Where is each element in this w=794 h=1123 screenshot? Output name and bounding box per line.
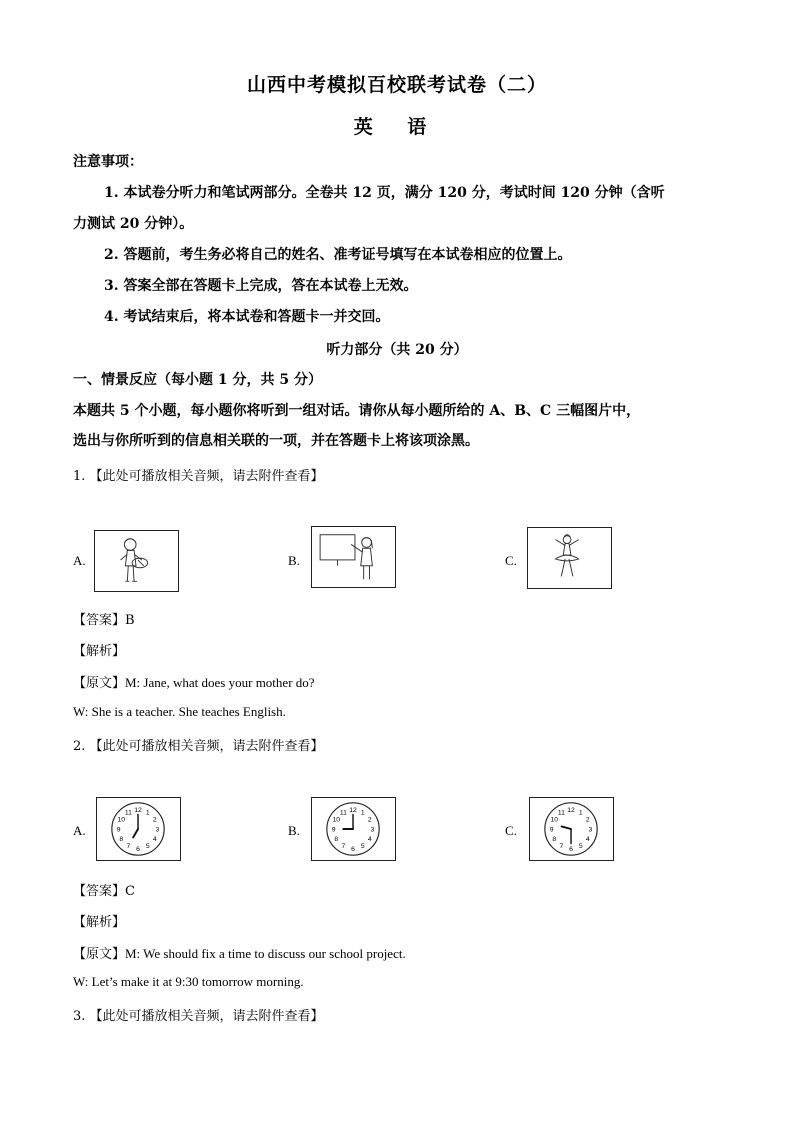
q1-option-a-label: A. bbox=[73, 553, 86, 568]
clock-numeral: 7 bbox=[126, 843, 131, 851]
section-1-title: 一、情景反应（每小题 1 分，共 5 分） bbox=[73, 372, 322, 388]
clock-numeral: 11 bbox=[124, 809, 132, 817]
q1-transcript-line-2: W: She is a teacher. She teaches English. bbox=[73, 704, 286, 719]
clock-numeral: 2 bbox=[152, 816, 157, 824]
notes-item-4: 4. 考试结束后，将本试卷和答题卡一并交回。 bbox=[104, 309, 390, 325]
q2-analysis: 【解析】 bbox=[73, 915, 126, 930]
clock-numeral: 12 bbox=[134, 807, 142, 815]
q1-transcript-line-1: 【原文】M: Jane, what does your mother do? bbox=[73, 675, 315, 690]
pianist-girl-icon bbox=[95, 531, 178, 591]
exam-subject: 英 语 bbox=[353, 116, 441, 138]
ballet-dancer-image bbox=[527, 527, 612, 589]
clock-numeral: 4 bbox=[585, 836, 590, 844]
teacher-at-blackboard-image bbox=[311, 526, 396, 588]
notes-item-3: 3. 答案全部在答题卡上完成，答在本试卷上无效。 bbox=[104, 278, 418, 294]
q1-option-c-label: C. bbox=[505, 553, 517, 568]
clock-9-icon bbox=[312, 798, 395, 860]
q1-analysis: 【解析】 bbox=[73, 644, 126, 659]
clock-numeral: 10 bbox=[117, 816, 126, 824]
clock-numeral: 8 bbox=[334, 836, 339, 844]
clock-numeral: 1 bbox=[360, 809, 365, 817]
clock-930-icon bbox=[530, 798, 613, 860]
clock-numeral: 3 bbox=[370, 826, 375, 834]
q2-transcript-line-2: W: Let’s make it at 9:30 tomorrow morning. bbox=[73, 974, 304, 989]
teacher-blackboard-icon bbox=[312, 527, 395, 587]
clock-numeral: 5 bbox=[578, 843, 583, 851]
clock-numeral: 5 bbox=[360, 843, 365, 851]
q1-answer: 【答案】B bbox=[73, 613, 135, 628]
clock-numeral: 10 bbox=[550, 816, 559, 824]
clock-7-icon bbox=[97, 798, 180, 860]
clock-numeral: 12 bbox=[567, 807, 575, 815]
q2-transcript-line-1: 【原文】M: We should fix a time to discuss our school project. bbox=[73, 946, 406, 961]
clock-numeral: 1 bbox=[145, 809, 150, 817]
ballet-dancer-icon bbox=[528, 528, 611, 588]
question-2-label[interactable]: 2. 【此处可播放相关音频，请去附件查看】 bbox=[73, 739, 324, 754]
question-1-label[interactable]: 1. 【此处可播放相关音频，请去附件查看】 bbox=[73, 469, 324, 484]
clock-930-image bbox=[529, 797, 614, 861]
clock-numeral: 9 bbox=[549, 826, 554, 834]
clock-numeral: 8 bbox=[552, 836, 557, 844]
notes-heading: 注意事项： bbox=[73, 154, 143, 170]
clock-numeral: 9 bbox=[331, 826, 336, 834]
clock-numeral: 5 bbox=[145, 843, 150, 851]
clock-numeral: 1 bbox=[578, 809, 583, 817]
notes-item-1-line-1: 1. 本试卷分听力和笔试两部分。全卷共 12 页，满分 120 分，考试时间 120 分钟（含听 bbox=[104, 185, 665, 201]
instructions-line-2: 选出与你所听到的信息相关联的一项，并在答题卡上将该项涂黑。 bbox=[73, 433, 479, 449]
clock-numeral: 4 bbox=[367, 836, 372, 844]
clock-numeral: 3 bbox=[155, 826, 160, 834]
clock-7-image bbox=[96, 797, 181, 861]
clock-numeral: 8 bbox=[119, 836, 124, 844]
q2-option-a-label: A. bbox=[73, 823, 86, 838]
clock-numeral: 12 bbox=[349, 807, 357, 815]
exam-title: 山西中考模拟百校联考试卷（二） bbox=[246, 74, 547, 96]
clock-numeral: 7 bbox=[559, 843, 564, 851]
clock-numeral: 11 bbox=[557, 809, 565, 817]
q2-option-b-label: B. bbox=[288, 823, 300, 838]
clock-9-image bbox=[311, 797, 396, 861]
clock-numeral: 9 bbox=[116, 826, 121, 834]
clock-numeral: 6 bbox=[569, 845, 573, 853]
question-3-label[interactable]: 3. 【此处可播放相关音频，请去附件查看】 bbox=[73, 1009, 324, 1024]
q1-option-b-label: B. bbox=[288, 553, 300, 568]
q2-option-c-label: C. bbox=[505, 823, 517, 838]
q2-answer: 【答案】C bbox=[73, 884, 135, 899]
listening-part-title: 听力部分（共 20 分） bbox=[326, 342, 468, 358]
clock-hour-hand bbox=[133, 829, 138, 837]
clock-numeral: 3 bbox=[588, 826, 593, 834]
instructions-line-1: 本题共 5 个小题，每小题你将听到一组对话。请你从每小题所给的 A、B、C 三幅图片中， bbox=[73, 403, 641, 419]
clock-numeral: 6 bbox=[136, 845, 140, 853]
clock-numeral: 4 bbox=[152, 836, 157, 844]
clock-numeral: 10 bbox=[332, 816, 341, 824]
clock-hour-hand bbox=[562, 826, 571, 829]
notes-item-2: 2. 答题前，考生务必将自己的姓名、准考证号填写在本试卷相应的位置上。 bbox=[104, 247, 572, 263]
notes-item-1-line-2: 力测试 20 分钟）。 bbox=[73, 216, 194, 232]
clock-numeral: 6 bbox=[351, 845, 355, 853]
pianist-girl-image bbox=[94, 530, 179, 592]
clock-numeral: 2 bbox=[367, 816, 372, 824]
clock-numeral: 2 bbox=[585, 816, 590, 824]
clock-numeral: 7 bbox=[341, 843, 346, 851]
clock-numeral: 11 bbox=[339, 809, 347, 817]
